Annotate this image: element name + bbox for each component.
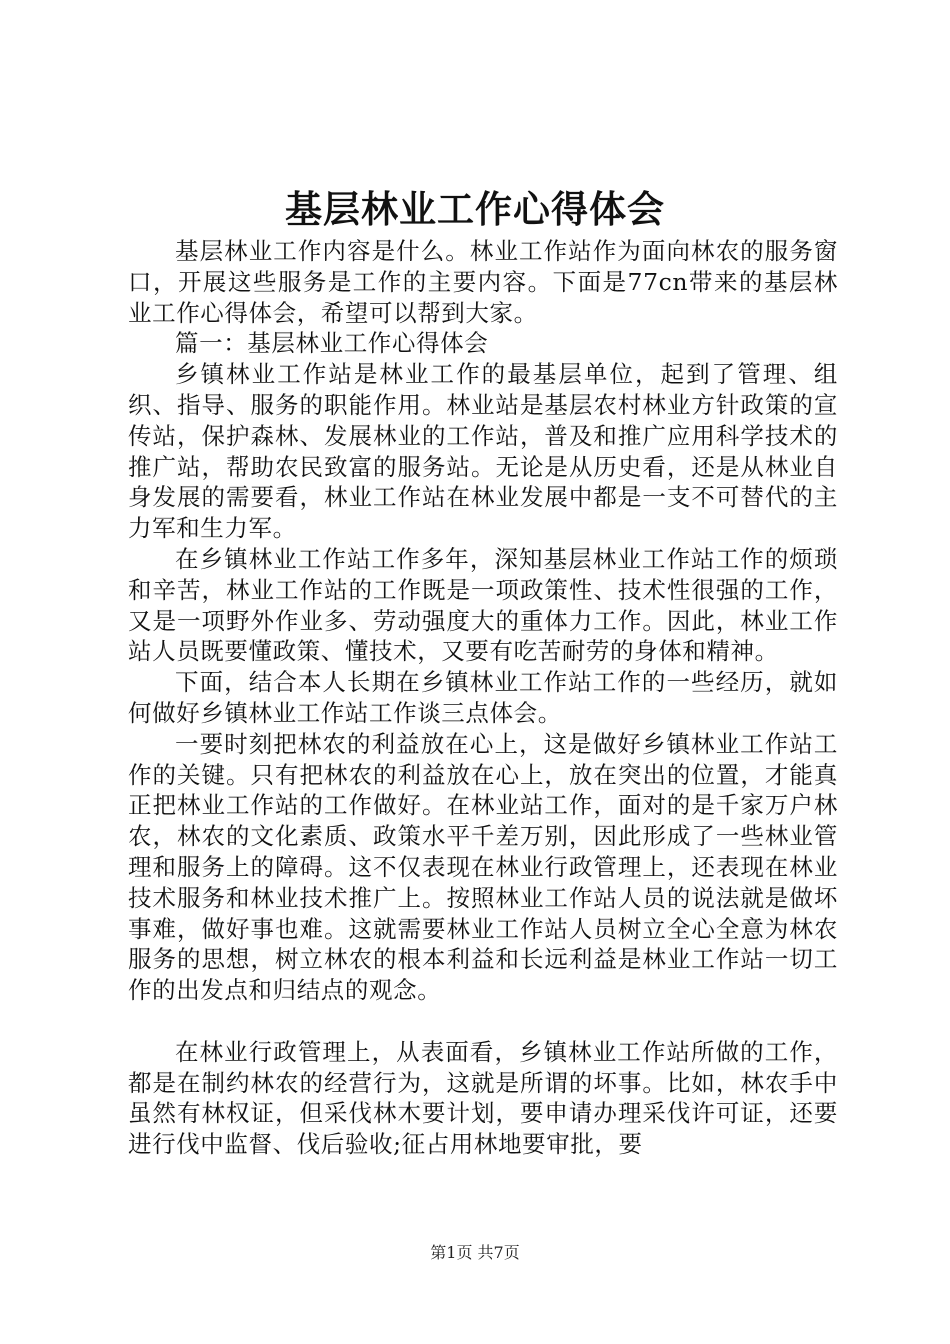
body-paragraph: 乡镇林业工作站是林业工作的最基层单位，起到了管理、组织、指导、服务的职能作用。林业站是基层农村林业方针政策的宣传站，保护森林、发展林业的工作站，普及和推广应用科学技术的推广站，帮助农民致富的服务站。无论是从历史看，还是从林业自身发展的需要看，林业工作站在林业发展中都是一支不可替代的主力军和生力军。 [128, 360, 838, 543]
document-title: 基层林业工作心得体会 [285, 187, 665, 231]
body-paragraph: 在林业行政管理上，从表面看，乡镇林业工作站所做的工作，都是在制约林农的经营行为，这就是所谓的坏事。比如，林农手中虽然有林权证，但采伐林木要计划，要申请办理采伐许可证，还要进行伐中监督、伐后验收;征占用林地要审批，要 [128, 1037, 838, 1159]
body-paragraph: 一要时刻把林农的利益放在心上，这是做好乡镇林业工作站工作的关键。只有把林农的利益放在心上，放在突出的位置，才能真正把林业工作站的工作做好。在林业站工作，面对的是千家万户林农，林农的文化素质、政策水平千差万别，因此形成了一些林业管理和服务上的障碍。这不仅表现在林业行政管理上，还表现在林业技术服务和林业技术推广上。按照林业工作站人员的说法就是做坏事难，做好事也难。这就需要林业工作站人员树立全心全意为林农服务的思想，树立林农的根本利益和长远利益是林业工作站一切工作的出发点和归结点的观念。 [128, 729, 838, 1005]
intro-paragraph: 基层林业工作内容是什么。林业工作站作为面向林农的服务窗口，开展这些服务是工作的主要内容。下面是77cn带来的基层林业工作心得体会，希望可以帮到大家。 [128, 237, 838, 327]
document-body [128, 236, 838, 1160]
page-footer: 第1页 共7页 [430, 1243, 520, 1262]
section-heading: 篇一：基层林业工作心得体会 [175, 329, 489, 358]
body-paragraph: 在乡镇林业工作站工作多年，深知基层林业工作站工作的烦琐和辛苦，林业工作站的工作既是一项政策性、技术性很强的工作，又是一项野外作业多、劳动强度大的重体力工作。因此，林业工作站人员既要懂政策、懂技术，又要有吃苦耐劳的身体和精神。 [128, 544, 838, 666]
body-paragraph: 下面，结合本人长期在乡镇林业工作站工作的一些经历，就如何做好乡镇林业工作站工作谈三点体会。 [128, 668, 838, 727]
